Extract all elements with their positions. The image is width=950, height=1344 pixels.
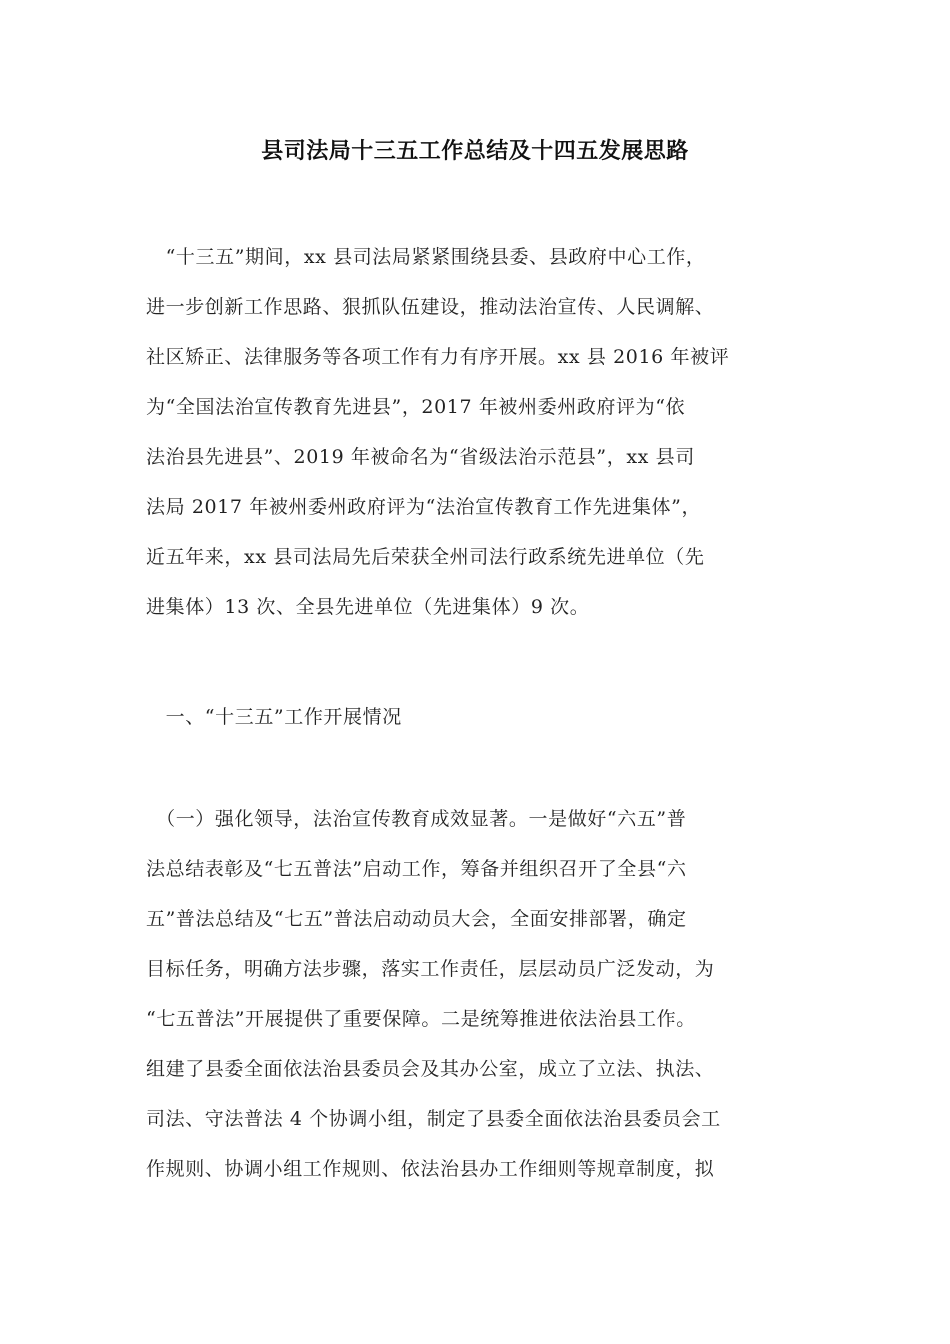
text-line: 进集体）13 次、全县先进单位（先进集体）9 次。 — [146, 596, 590, 618]
text-line: 作规则、协调小组工作规则、依法治县办工作细则等规章制度，拟 — [146, 1158, 715, 1180]
text-line: 法治县先进县”、2019 年被命名为“省级法治示范县”，xx 县司 — [146, 446, 695, 468]
text-line: 为“全国法治宣传教育先进县”，2017 年被州委州政府评为“依 — [146, 396, 686, 418]
text-line: 进一步创新工作思路、狠抓队伍建设，推动法治宣传、人民调解、 — [146, 296, 715, 318]
text-line: 组建了县委全面依法治县委员会及其办公室，成立了立法、执法、 — [146, 1058, 715, 1080]
text-line: “七五普法”开展提供了重要保障。二是统筹推进依法治县工作。 — [146, 1008, 696, 1030]
text-line: 目标任务，明确方法步骤，落实工作责任，层层动员广泛发动，为 — [146, 958, 715, 980]
text-line: 司法、守法普法 4 个协调小组，制定了县委全面依法治县委员会工 — [146, 1108, 721, 1130]
text-line: 法总结表彰及“七五普法”启动工作，筹备并组织召开了全县“六 — [146, 858, 687, 880]
text-line: 法局 2017 年被州委州政府评为“法治宣传教育工作先进集体”， — [146, 496, 702, 518]
text-line: （一）强化领导，法治宣传教育成效显著。一是做好“六五”普 — [146, 808, 687, 830]
text-line: 五”普法总结及“七五”普法启动动员大会，全面安排部署，确定 — [146, 908, 687, 930]
document-title: 县司法局十三五工作总结及十四五发展思路 — [261, 139, 689, 164]
section-heading: 一、“十三五”工作开展情况 — [146, 706, 402, 728]
intro-paragraph — [146, 232, 808, 632]
text-line: 社区矫正、法律服务等各项工作有力有序开展。xx 县 2016 年被评 — [146, 346, 730, 368]
text-line: “十三五”期间，xx 县司法局紧紧围绕县委、县政府中心工作， — [146, 246, 706, 268]
text-line: 近五年来，xx 县司法局先后荣获全州司法行政系统先进单位（先 — [146, 546, 705, 568]
section-paragraph — [146, 794, 808, 1194]
